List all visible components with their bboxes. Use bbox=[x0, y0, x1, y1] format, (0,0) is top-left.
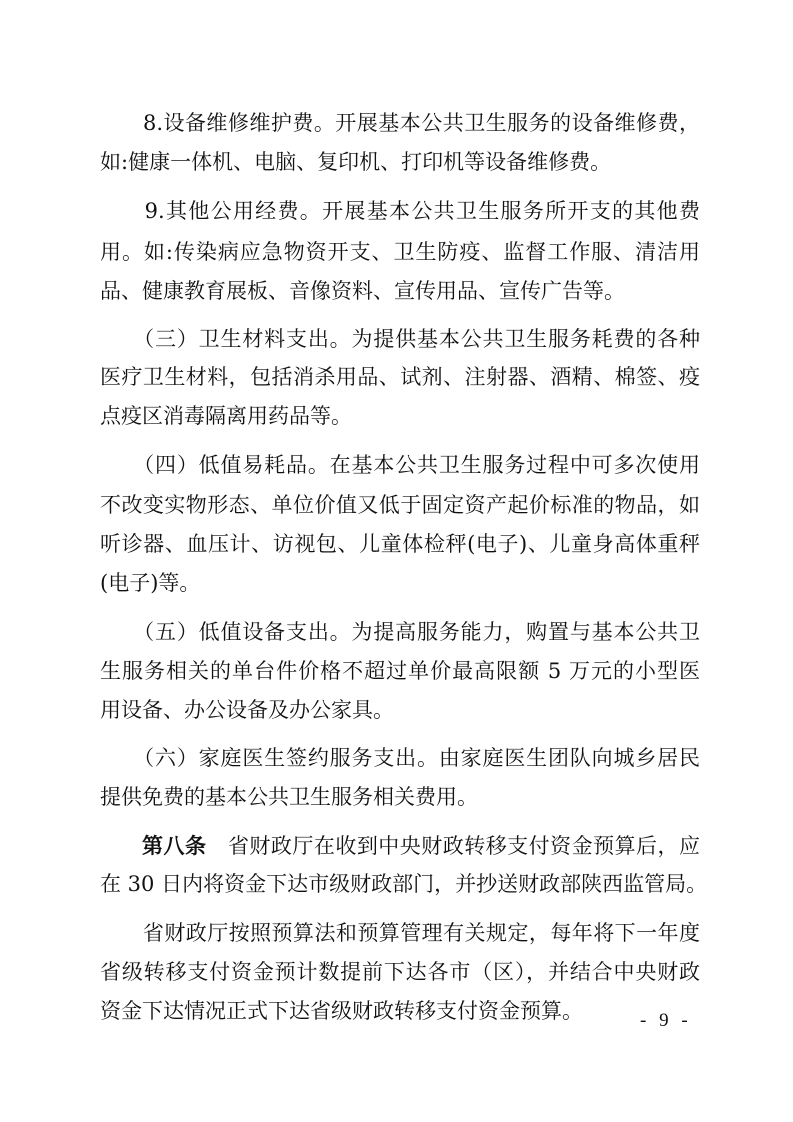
text-line: 提供免费的基本公共卫生服务相关费用。 bbox=[100, 785, 478, 809]
text-line: 点疫区消毒隔离用药品等。 bbox=[100, 404, 352, 428]
text-line: 品、健康教育展板、音像资料、宣传用品、宣传广告等。 bbox=[100, 279, 625, 303]
text-line: 用。如:传染病应急物资开支、卫生防疫、监督工作服、清洁用 bbox=[100, 240, 700, 264]
text-line: 资金下达情况正式下达省级财政转移支付资金预算。 bbox=[100, 999, 583, 1023]
text-line: 9.其他公用经费。开展基本公共卫生服务所开支的其他费 bbox=[100, 199, 700, 223]
text-line: （四）低值易耗品。在基本公共卫生服务过程中可多次使用 bbox=[100, 453, 700, 477]
text-line: 不改变实物形态、单位价值又低于固定资产起价标准的物品，如 bbox=[100, 493, 700, 517]
text-line: 8.设备维修维护费。开展基本公共卫生服务的设备维修费， bbox=[100, 111, 700, 135]
article-text: 省财政厅在收到中央财政转移支付资金预算后，应 bbox=[227, 834, 701, 858]
article-label: 第八条 bbox=[142, 834, 207, 858]
text-line: 如:健康一体机、电脑、复印机、打印机等设备维修费。 bbox=[100, 150, 612, 174]
text-line: 生服务相关的单台件价格不超过单价最高限额 5 万元的小型医 bbox=[100, 659, 700, 683]
text-line: 在 30 日内将资金下达市级财政部门，并抄送财政部陕西监管局。 bbox=[100, 872, 708, 896]
text-line: 省级转移支付资金预计数提前下达各市（区），并结合中央财政 bbox=[100, 960, 700, 984]
text-line: （六）家庭医生签约服务支出。由家庭医生团队向城乡居民 bbox=[100, 746, 700, 770]
text-line bbox=[142, 831, 700, 861]
text-line: (电子)等。 bbox=[100, 571, 201, 595]
text-line: 医疗卫生材料，包括消杀用品、试剂、注射器、酒精、棉签、疫 bbox=[100, 365, 700, 389]
text-line: 用设备、办公设备及办公家具。 bbox=[100, 698, 394, 722]
text-line: （三）卫生材料支出。为提供基本公共卫生服务耗费的各种 bbox=[100, 327, 700, 351]
text-line: （五）低值设备支出。为提高服务能力，购置与基本公共卫 bbox=[100, 620, 700, 644]
text-line: 省财政厅按照预算法和预算管理有关规定，每年将下一年度 bbox=[100, 921, 700, 945]
text-line: 听诊器、血压计、访视包、儿童体检秤(电子)、儿童身高体重秤 bbox=[100, 532, 700, 556]
page-number: - 9 - bbox=[640, 1010, 692, 1031]
